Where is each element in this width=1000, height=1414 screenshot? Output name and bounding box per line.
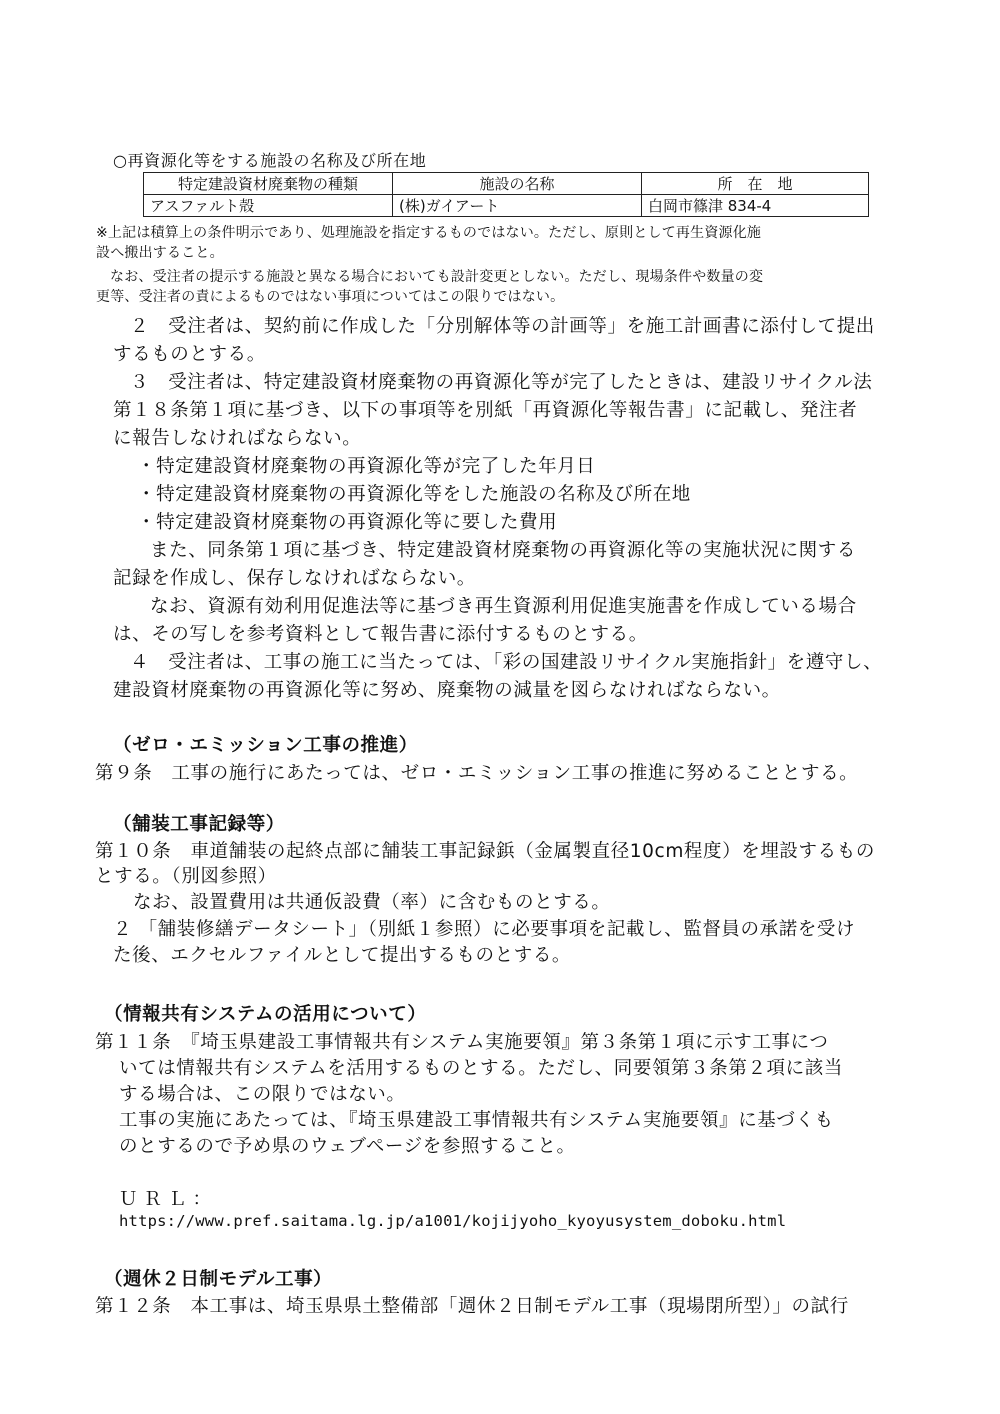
article11-heading: （情報共有システムの活用について） [104,1004,427,1025]
article10-heading: （舗装工事記録等） [113,814,285,835]
list-item: ・特定建設資材廃棄物の再資源化等をした施設の名称及び所在地 [137,484,691,505]
cell-location: 白岡市篠津 834-4 [642,195,869,217]
facility-note-1: ※上記は積算上の条件明示であり、処理施設を指定するものではない。ただし、原則として再生資源化施 [96,225,762,241]
facility-table [143,172,869,217]
cell-facility-name: (株)ガイアート [393,195,642,217]
article12-heading: （週休２日制モデル工事） [104,1269,333,1290]
recycle-para3-line5: 記録を作成し、保存しなければならない。 [113,568,476,589]
recycle-para3-line6: なお、資源有効利用促進法等に基づき再生資源利用促進実施書を作成している場合 [150,596,857,617]
article10-line5: た後、エクセルファイルとして提出するものとする。 [113,945,572,966]
recycle-para2-line2: するものとする。 [113,344,266,365]
facility-note-2: 設へ搬出すること。 [96,245,224,261]
article10-line2: とする。（別図参照） [95,866,277,887]
list-item: ・特定建設資材廃棄物の再資源化等が完了した年月日 [137,456,596,477]
table-row [144,195,869,217]
recycle-para3-line3: に報告しなければならない。 [113,428,362,449]
facility-note-4: 更等、受注者の責によるものではない事項についてはこの限りではない。 [96,289,565,305]
article12-line1: 第１２条 本工事は、埼玉県県土整備部「週休２日制モデル工事（現場閉所型）」の試行 [95,1296,849,1317]
article9-heading: （ゼロ・エミッション工事の推進） [113,735,418,756]
recycle-para3-line7: は、その写しを参考資料として報告書に添付するものとする。 [113,624,648,645]
header-location: 所 在 地 [642,173,869,195]
article11-line4: 工事の実施にあたっては、『埼玉県建設工事情報共有システム実施要領』に基づくも [119,1110,834,1131]
header-waste-type: 特定建設資材廃棄物の種類 [144,173,393,195]
article11-line1: 第１１条 『埼玉県建設工事情報共有システム実施要領』第３条第１項に示す工事につ [95,1032,829,1053]
header-facility-name: 施設の名称 [393,173,642,195]
url-label: ＵＲＬ： [119,1189,218,1210]
recycle-para4-line1: ４ 受注者は、工事の施工に当たっては、「彩の国建設リサイクル実施指針」を遵守し、 [130,652,883,673]
facility-note-3: なお、受注者の提示する施設と異なる場合においても設計変更としない。ただし、現場条件や数量の変 [110,269,764,285]
table-header-row [144,173,869,195]
recycle-para3-line1: ３ 受注者は、特定建設資材廃棄物の再資源化等が完了したときは、建設リサイクル法 [130,372,873,393]
article10-line4: ２ 「舗装修繕データシート」（別紙１参照）に必要事項を記載し、監督員の承諾を受け [113,919,856,940]
recycle-para3-line4: また、同条第１項に基づき、特定建設資材廃棄物の再資源化等の実施状況に関する [150,540,856,561]
article10-line3: なお、設置費用は共通仮設費（率）に含むものとする。 [133,892,611,913]
reference-url-link[interactable]: https://www.pref.saitama.lg.jp/a1001/kojijyoho_kyoyusystem_doboku.html [119,1212,787,1230]
facility-heading: ○再資源化等をする施設の名称及び所在地 [113,151,427,170]
list-item: ・特定建設資材廃棄物の再資源化等に要した費用 [137,512,558,533]
article11-line3: する場合は、この限りではない。 [119,1084,406,1105]
recycle-para4-line2: 建設資材廃棄物の再資源化等に努め、廃棄物の減量を図らなければならない。 [113,680,781,701]
article11-line2: いては情報共有システムを活用するものとする。ただし、同要領第３条第２項に該当 [119,1058,843,1079]
cell-waste-type: アスファルト殻 [144,195,393,217]
article9-line1: 第９条 工事の施行にあたっては、ゼロ・エミッション工事の推進に努めることとする。 [95,763,859,784]
recycle-para2-line1: ２ 受注者は、契約前に作成した「分別解体等の計画等」を施工計画書に添付して提出 [130,316,875,337]
recycle-para3-line2: 第１８条第１項に基づき、以下の事項等を別紙「再資源化等報告書」に記載し、発注者 [113,400,858,421]
article10-line1: 第１０条 車道舗装の起終点部に舗装工事記録鋲（金属製直径10cm程度）を埋設するもの [95,841,875,862]
article11-line5: のとするので予め県のウェブページを参照すること。 [119,1136,576,1157]
